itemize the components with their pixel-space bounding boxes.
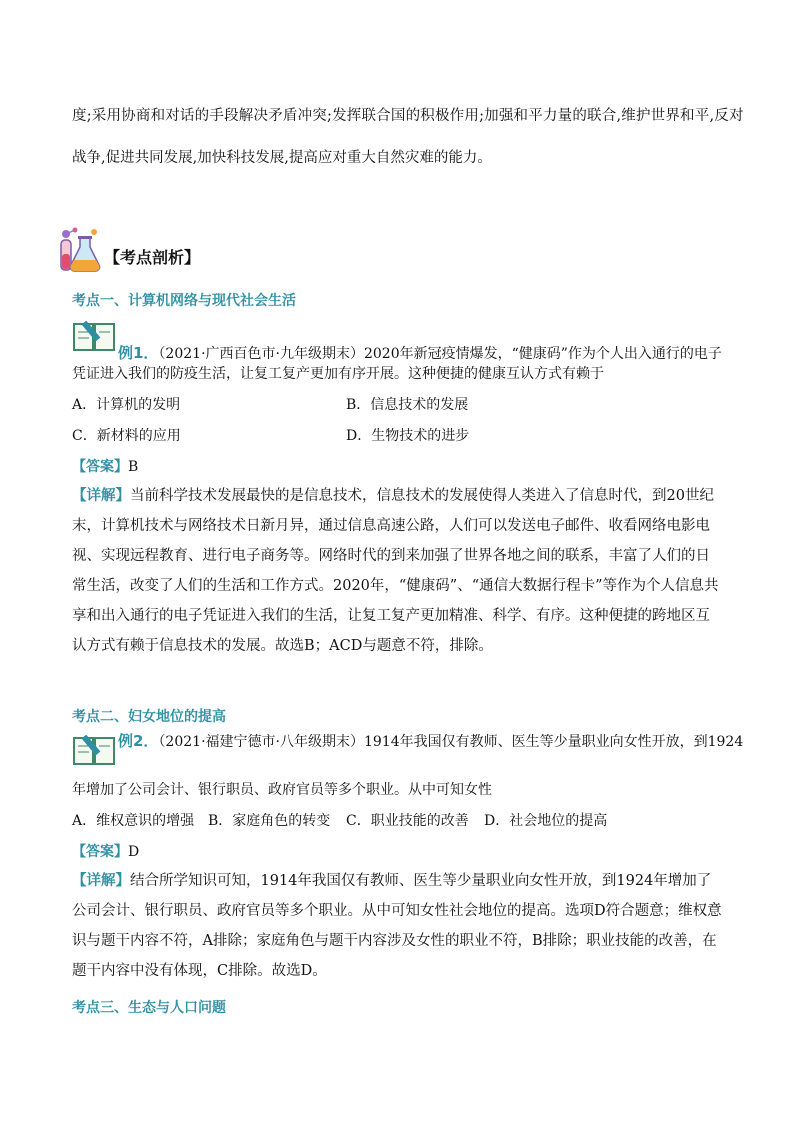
example-2-question-line-1 (118, 730, 743, 751)
detail-text: 当前科学技术发展最快的是信息技术，信息技术的发展使得人类进入了信息时代，到20世纪末，计算机技术与网络技术日新月异，通过信息高速公路，人们可以发送电子邮件、收看网络电影电视、实现远程教育、进行电子商务等。网络时代的到来加强了世界各地之间的联系，丰富了人们的日常生活，改变了人们的生活和工作方式。2020年，“健康码”、“通信大数据行程卡”等作为个人信息共享和出入通行的电子凭证进入我们的生活，让复工复产更加精准、科学、有序。这种便捷的跨地区互认方式有赖于信息技术的发展。故选B；ACD与题意不符，排除。 (72, 488, 719, 654)
example-2-question-line-2: 年增加了公司会计、银行职员、政府官员等多个职业。从中可知女性 (72, 782, 492, 798)
example-1-question-line-1 (118, 342, 722, 363)
answer-value: B (128, 459, 139, 475)
book-pen-icon (72, 318, 116, 352)
example-2-detail (72, 866, 722, 986)
example-1-detail (72, 481, 722, 661)
kaodian-header (58, 226, 200, 272)
intro-line-2: 战争,促进共同发展,加快科技发展,提高应对重大自然灾难的能力。 (72, 150, 492, 166)
example-2-text: （2021·福建宁德市·八年级期末）1914年我国仅有教师、医生等少量职业向女性开放，到1924 (158, 734, 744, 750)
example-2-option-b: B．家庭角色的转变 (208, 813, 331, 829)
example-2-option-a: A．维权意识的增强 (72, 813, 195, 829)
section-header-title: 【考点剖析】 (104, 247, 201, 267)
section-1-title: 考点一、计算机网络与现代社会生活 (72, 293, 296, 309)
example-2-option-c: C．职业技能的改善 (346, 813, 469, 829)
example-2-option-d: D．社会地位的提高 (484, 813, 608, 829)
answer-value: D (128, 844, 140, 860)
detail-tag: 【详解】 (72, 873, 130, 889)
example-1-option-d: D．生物技术的进步 (346, 428, 470, 444)
answer-tag: 【答案】 (72, 459, 128, 475)
intro-line-1: 度;采用协商和对话的手段解决矛盾冲突;发挥联合国的积极作用;加强和平力量的联合,维护世界和平,反对 (72, 108, 744, 124)
answer-tag: 【答案】 (72, 844, 128, 860)
section-2-title: 考点二、妇女地位的提高 (72, 709, 226, 725)
example-1-label: 例1． (118, 344, 159, 362)
example-1-option-a: A．计算机的发明 (72, 397, 181, 413)
flask-icon (58, 226, 102, 272)
example-1-text: （2021·广西百色市·九年级期末）2020年新冠疫情爆发，“健康码”作为个人出入通行的电子 (158, 346, 722, 362)
detail-tag: 【详解】 (72, 488, 130, 504)
book-pen-icon (72, 732, 116, 766)
detail-text: 结合所学知识可知，1914年我国仅有教师、医生等少量职业向女性开放，到1924年增加了公司会计、银行职员、政府官员等多个职业。从中可知女性社会地位的提高。选项D符合题意；维权意识与题干内容不符，A排除；家庭角色与题干内容涉及女性的职业不符，B排除；职业技能的改善，在题干内容中没有体现，C排除。故选D。 (72, 873, 722, 979)
example-2-answer (72, 841, 139, 861)
example-1-answer (72, 456, 138, 476)
section-3-title: 考点三、生态与人口问题 (72, 1000, 226, 1016)
example-1-option-c: C．新材料的应用 (72, 428, 181, 444)
example-2-label: 例2． (118, 732, 159, 750)
example-1-question-line-2: 凭证进入我们的防疫生活，让复工复产更加有序开展。这种便捷的健康互认方式有赖于 (72, 366, 604, 382)
example-1-option-b: B．信息技术的发展 (346, 397, 469, 413)
